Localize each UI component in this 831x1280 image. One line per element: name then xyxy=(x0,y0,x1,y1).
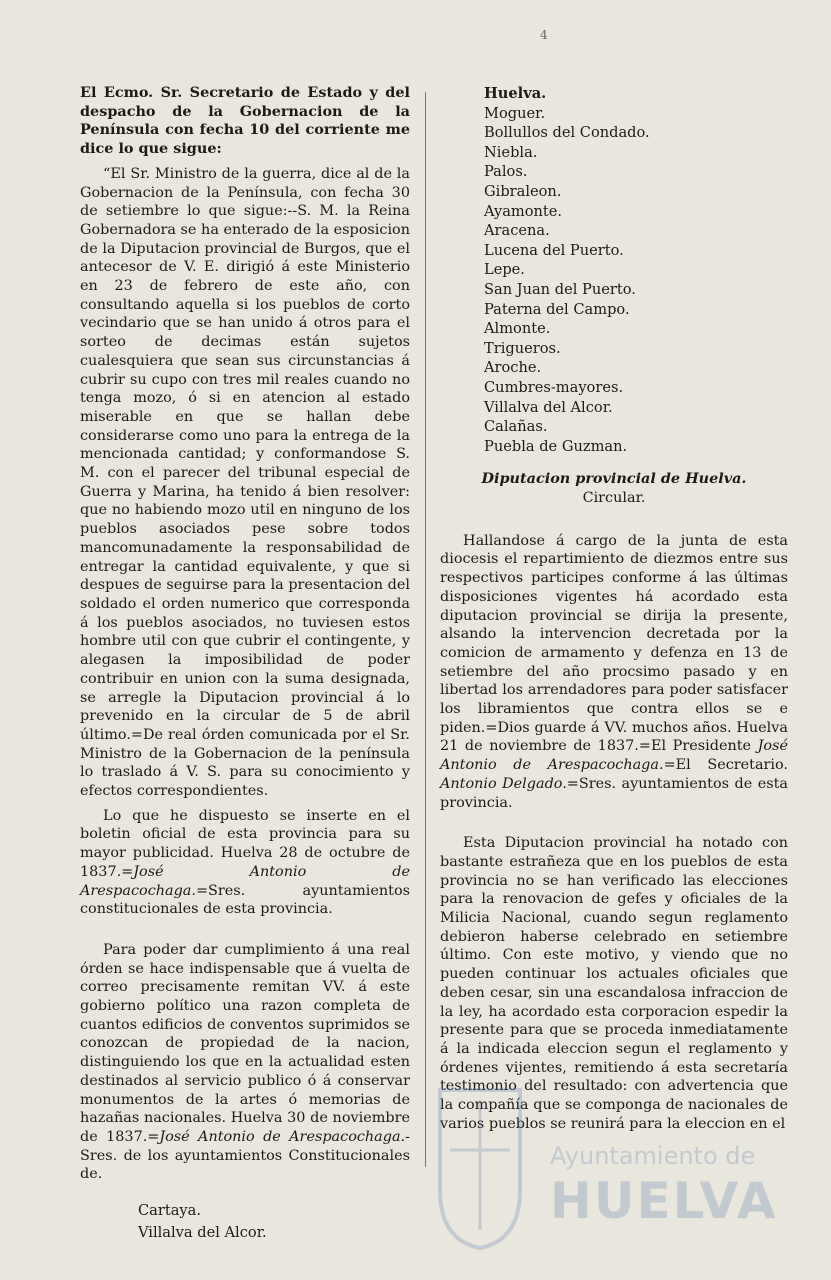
list-item: Ayamonte. xyxy=(484,202,563,220)
archive-watermark xyxy=(430,1080,778,1250)
right-column xyxy=(440,84,788,1139)
tithes-paragraph xyxy=(440,532,788,813)
section-gap xyxy=(440,818,788,834)
intro-text: El Ecmo. Sr. Secretario de Estado y del despacho de la Gobernacion de la Península con fecha 10 del corriente me dice lo que sigue: xyxy=(80,84,410,158)
list-item: Villalva del Alcor. xyxy=(484,398,613,416)
list-item: Lucena del Puerto. xyxy=(484,241,624,259)
list-item: Huelva. xyxy=(484,85,547,102)
list-item: Aroche. xyxy=(484,359,542,377)
column-divider xyxy=(425,92,426,1167)
list-item: Villalva del Alcor. xyxy=(138,1224,267,1242)
left-town-list xyxy=(138,1200,410,1244)
list-item: Cumbres-mayores. xyxy=(484,378,624,396)
list-item: Palos. xyxy=(484,163,528,181)
convents-paragraph xyxy=(80,941,410,1184)
list-item: Bollullos del Condado. xyxy=(484,124,650,142)
publication-signature: José Antonio de Arespacochaga. xyxy=(80,863,410,899)
convents-text: Para poder dar cumplimiento á una real órden se hace indispensable que á vuelta de correo precisamente remitan VV. á este gobierno político una razon completa de cuantos edificios de conventos suprimidos se conozcan de propiedad de la nacion, distinguiendo los que en la actualidad esten destinados al servicio publico ó á conservar monumentos de la artes ó memorias de hazañas nacionales. Huelva 30 de noviembre de 1837.= xyxy=(80,941,410,1145)
watermark-line-1: Ayuntamiento de xyxy=(550,1142,756,1170)
publication-paragraph xyxy=(80,807,410,919)
page-mark: 4 xyxy=(540,28,548,42)
section-gap xyxy=(80,925,410,941)
circular-subtitle: Circular. xyxy=(582,489,646,506)
left-column xyxy=(80,84,410,1244)
intro-paragraph xyxy=(80,84,410,159)
militia-paragraph: Esta Diputacion provincial ha notado con bastante estrañeza que en los pueblos de esta provincia no se han verificado las elecciones para la renovacion de gefes y oficiales de la Milicia Nacional, cuando segun reglamento debieron haberse celebrado en setiembre último. Con este motivo, y viendo que no pueden continuar los actuales oficiales que deben cesar, sin una escandalosa infraccion de la ley, ha acordado esta corporacion espedir la presente para que se proceda inmediatamente á la indicada eleccion segun el reglamento y órdenes vijentes, remitiendo á esta secretaría testimonio del resultado: con advertencia que la compañía que se componga de nacionales de varios pueblos se reunirá para la eleccion en el xyxy=(440,835,788,1132)
list-item: Cartaya. xyxy=(138,1202,201,1220)
list-item: Moguer. xyxy=(484,104,546,122)
circular-heading xyxy=(440,470,788,507)
list-item: Niebla. xyxy=(484,143,538,161)
publication-addressee: =Sres. ayuntamientos constitucionales de esta provincia. xyxy=(80,882,410,918)
list-item: Almonte. xyxy=(484,320,551,338)
secretary-label: =El Secretario. xyxy=(663,757,788,774)
convents-signature: José Antonio de Arespacochaga. xyxy=(159,1128,406,1145)
list-item: Paterna del Campo. xyxy=(484,300,630,318)
convents-addressee: -Sres. de los ayuntamientos Constitucionales de. xyxy=(80,1128,411,1183)
coat-of-arms-icon xyxy=(430,1080,530,1250)
publication-text: Lo que he dispuesto se inserte en el boletin oficial de esta provincia para su mayor publicidad. Huelva 28 de octubre de 1837.= xyxy=(80,807,410,880)
watermark-line-2: HUELVA xyxy=(550,1172,778,1230)
list-item: Trigueros. xyxy=(484,339,561,357)
right-town-list xyxy=(484,84,788,456)
list-item: Puebla de Guzman. xyxy=(484,437,628,455)
list-item: Lepe. xyxy=(484,261,525,279)
secretary-name: Antonio Delgado. xyxy=(440,775,567,792)
list-item: Aracena. xyxy=(484,222,550,240)
list-item: Calañas. xyxy=(484,418,548,436)
circular-title: Diputacion provincial de Huelva. xyxy=(481,470,747,488)
president-name: José Antonio de Arespacochaga. xyxy=(440,738,788,774)
ministry-order-paragraph: “El Sr. Ministro de la guerra, dice al de la Gobernacion de la Península, con fecha 30 de setiembre lo que sigue:--S. M. la Reina Gobernadora se ha enterado de la esposicion de la Diputacion provincial de Burgos, que el antecesor de V. E. dirigió á este Ministerio en 23 de febrero de este año, con consultando aquella si los pueblos de corto vecindario que se han unido á otros para el sorteo de decimas están sujetos cualesquiera que sean sus circunstancias á cubrir su cupo con tres mil reales cuando no tenga mozo, ó si en atencion al estado miserable en que se hallan debe considerarse como uno para la entrega de la mencionada cantidad; y conformandose S. M. con el parecer del tribunal especial de Guerra y Marina, ha tenido á bien resolver: que no habiendo mozo util en ninguno de los pueblos asociados pese sobre todos mancomunadamente la responsabilidad de entregar la cantidad equivalente, y que si despues de seguirse para la presentacion del soldado el orden numerico que corresponda á los pueblos asociados, no tuviesen estos hombre util con que cubrir el contingente, y alegasen la imposibilidad de poder contribuir en union con la suma designada, se arregle la Diputacion provincial á lo prevenido en la circular de 5 de abril último.=De real órden comunicada por el Sr. Ministro de la Gobernacion de la península lo traslado á V. S. para su conocimiento y efectos correspondientes. xyxy=(80,165,410,800)
tithes-text: Hallandose á cargo de la junta de esta diocesis el repartimiento de diezmos entre sus respectivos participes conforme á las últimas disposiciones vigentes há acordado esta diputacion provincial se dirija la presente, alsando la intervencion decretada por la comicion de armamento y defenza en 13 de setiembre del año procsimo pasado y en libertad los arrendadores para poder satisfacer los libramientos que contra ellos se e piden.=Dios guarde á VV. muchos años. Huelva 21 de noviembre de 1837.=El Presidente xyxy=(440,532,788,755)
list-item: San Juan del Puerto. xyxy=(484,280,636,298)
tithes-addressee: =Sres. ayuntamientos de esta provincia. xyxy=(440,775,788,811)
list-item: Gibraleon. xyxy=(484,182,562,200)
